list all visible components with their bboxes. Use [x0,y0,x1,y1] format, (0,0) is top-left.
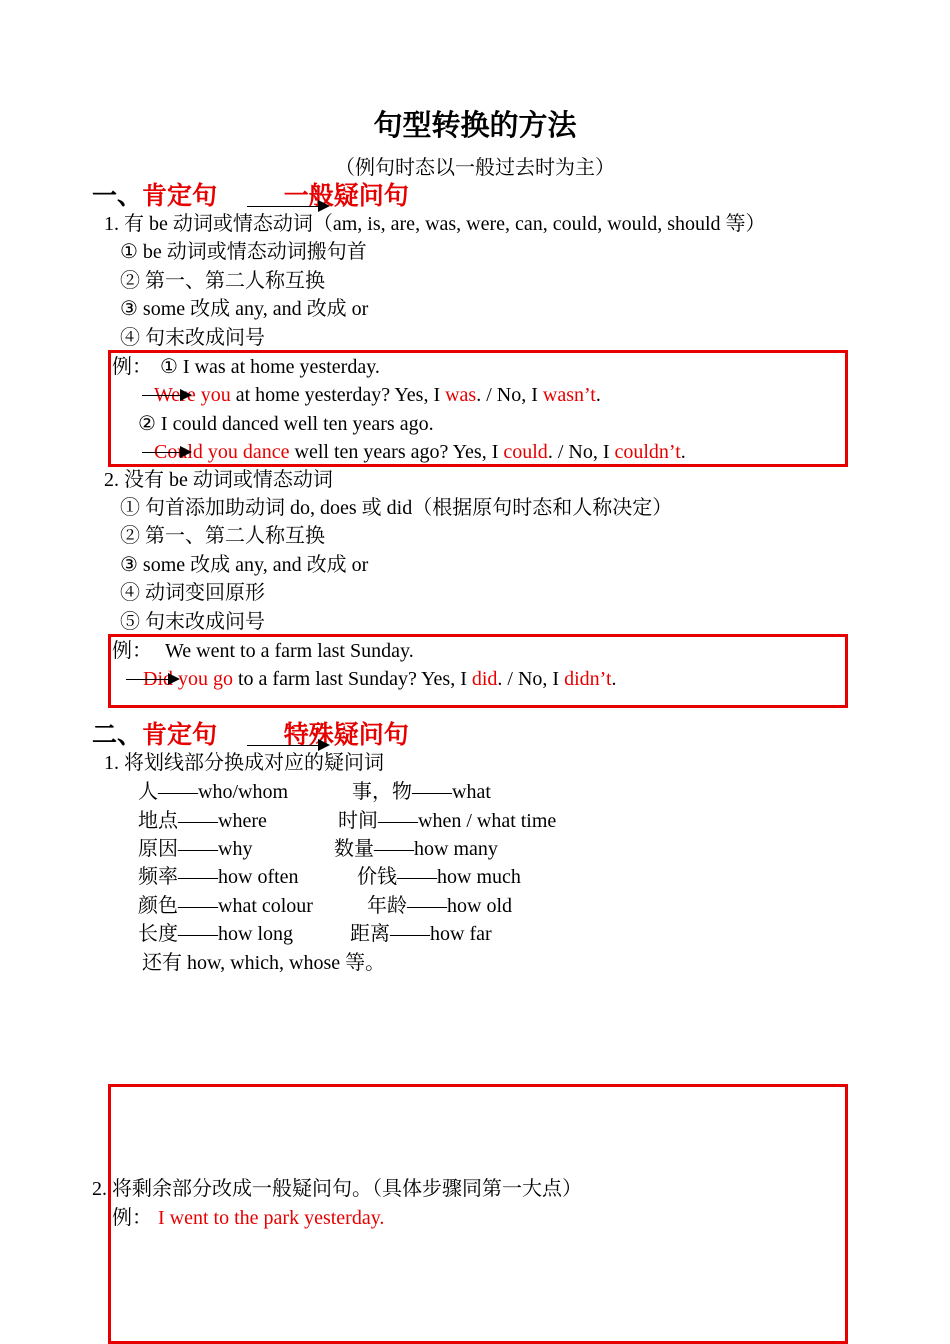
question-word-pair: 事，物——what [352,781,491,803]
section2-number: 二、 [92,720,143,749]
question-word-pair: 原因——why [138,838,253,860]
s2-part2-heading: 2. 将剩余部分改成一般疑问句。（具体步骤同第一大点） [92,1178,582,1200]
example-arrow-line [126,679,172,680]
question-word-pair: 价钱——how much [357,866,521,888]
question-word-extra: 还有 how, which, whose 等。 [142,952,386,974]
example-arrow-line [142,452,184,453]
question-word-pair: 距离——how far [350,923,492,945]
example-statement: ① I was at home yesterday. [160,356,380,378]
example-statement: We went to a farm last Sunday. [165,640,414,662]
example-label: 例： [112,640,152,662]
example-label: 例： [112,356,152,378]
question-word-pair: 颜色——what colour [138,895,313,917]
section1-to: 一般疑问句 [283,181,409,210]
example-question: Could you dance well ten years ago? Yes, I could. / No, I couldn’t. [154,441,686,463]
s1-part2-step: ⑤ 句末改成问号 [120,611,265,633]
section1-from: 肯定句 [142,181,218,210]
question-word-pair: 地点——where [138,810,267,832]
s1-part1-step: ④ 句末改成问号 [120,327,265,349]
s1-part1-step: ② 第一、第二人称互换 [120,270,325,292]
section2-arrow-line [247,745,325,746]
example-statement: ② I could danced well ten years ago. [138,413,434,435]
example-label: 例： [112,1207,152,1229]
question-word-pair: 频率——how often [138,866,299,888]
question-word-pair: 长度——how long [138,923,293,945]
s1-part2-step: ② 第一、第二人称互换 [120,525,325,547]
example-statement: I went to the park yesterday. [158,1207,385,1229]
section2-from: 肯定句 [142,720,218,749]
example-arrow-head [180,446,192,458]
page-title: 句型转换的方法 [373,108,577,142]
question-word-pair: 年龄——how old [367,895,512,917]
example-question: Did you go to a farm last Sunday? Yes, I did. / No, I didn’t. [143,668,617,690]
section1-arrow-line [247,206,325,207]
question-word-pair: 人——who/whom [138,781,288,803]
section1-heading [92,180,409,212]
page-subtitle: （例句时态以一般过去时为主） [335,155,615,179]
question-word-pair: 数量——how many [334,838,498,860]
s1-part2-step: ④ 动词变回原形 [120,582,265,604]
example-arrow-line [142,395,184,396]
s1-part2-step: ③ some 改成 any, and 改成 or [120,554,369,576]
s1-part2-heading: 2. 没有 be 动词或情态动词 [104,469,333,491]
section2-arrow-head [318,739,330,751]
section2-to: 特殊疑问句 [283,720,409,749]
example-question: Were you at home yesterday? Yes, I was. / No, I wasn’t. [154,384,601,406]
s1-part2-step: ① 句首添加助动词 do, does 或 did（根据原句时态和人称决定） [120,497,673,519]
example-arrow-head [168,673,180,685]
section2-heading [92,719,409,751]
section1-arrow-head [318,200,330,212]
s2-part1-heading: 1. 将划线部分换成对应的疑问词 [104,752,384,774]
s1-part1-step: ① be 动词或情态动词搬句首 [120,241,367,263]
example-arrow-head [180,389,192,401]
s1-part1-step: ③ some 改成 any, and 改成 or [120,298,369,320]
question-word-pair: 时间——when / what time [338,810,557,832]
section1-number: 一、 [92,181,143,210]
s1-part1-heading: 1. 有 be 动词或情态动词（am, is, are, was, were, can, could, would, should 等） [104,213,766,235]
